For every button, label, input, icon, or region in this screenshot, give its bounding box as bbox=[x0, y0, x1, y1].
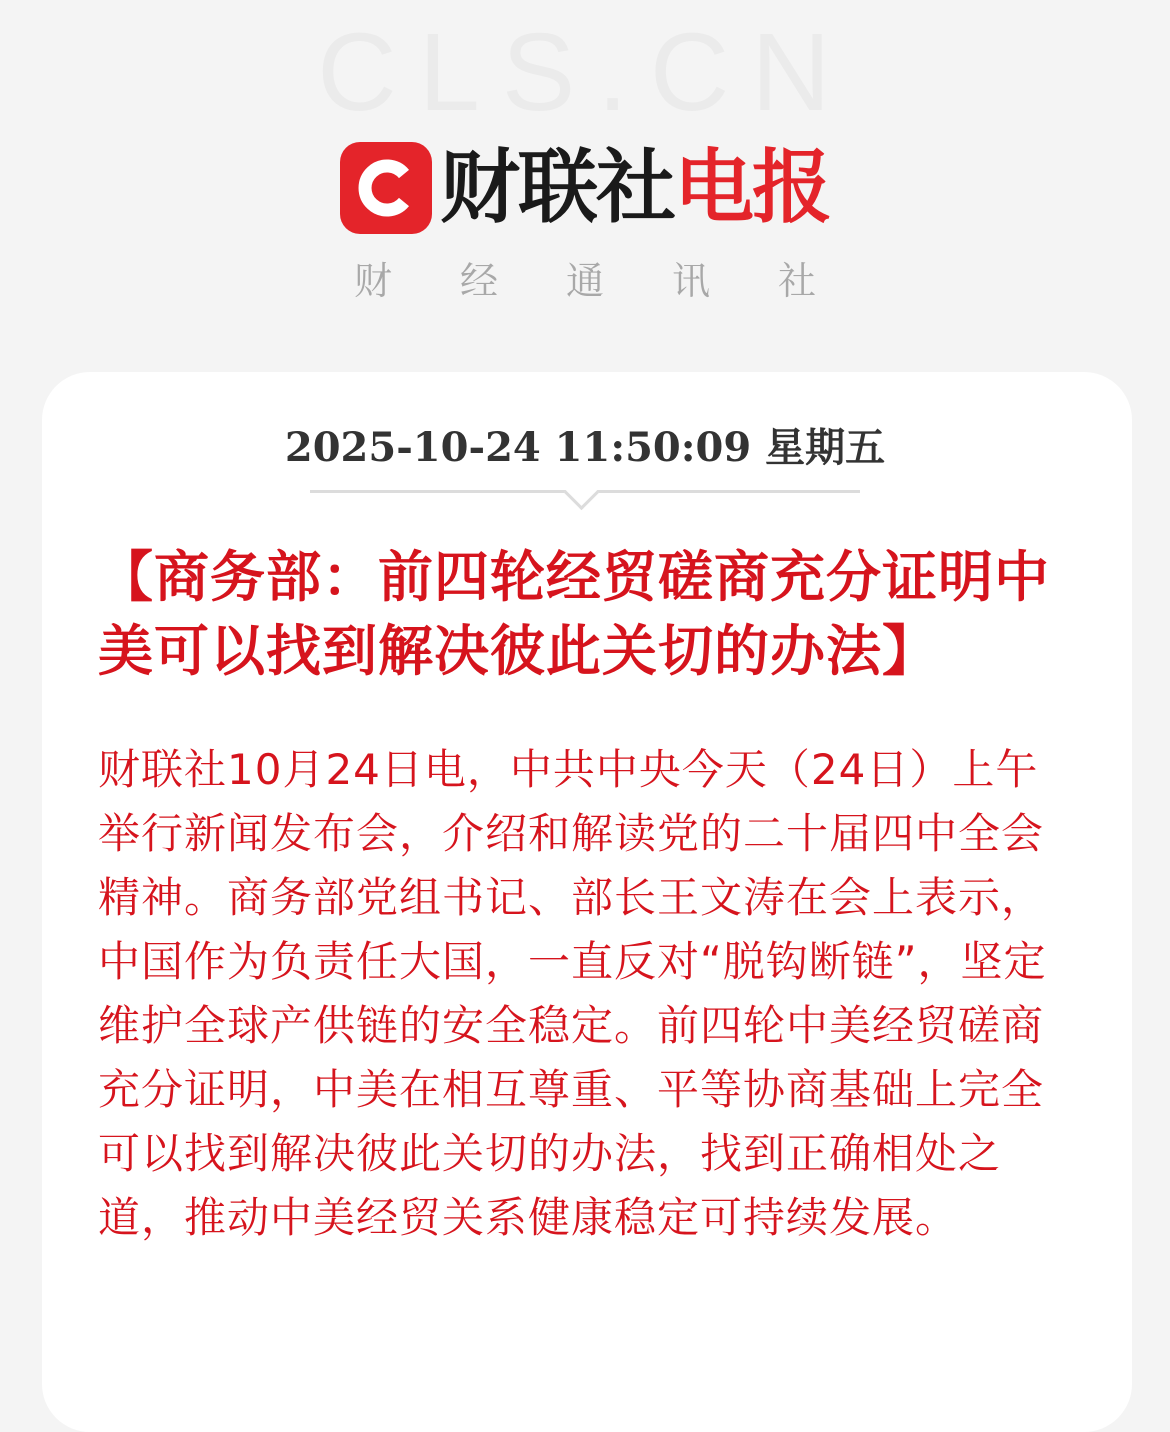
news-body: 财联社10月24日电，中共中央今天（24日）上午举行新闻发布会，介绍和解读党的二十届四中全会精神。商务部党组书记、部长王文涛在会上表示，中国作为负责任大国，一直反对“脱钩断链”，坚定维护全球产供链的安全稳定。前四轮中美经贸磋商充分证明，中美在相互尊重、平等协商基础上完全可以找到解决彼此关切的办法，找到正确相处之道，推动中美经贸关系健康稳定可持续发展。 bbox=[98, 745, 1047, 1242]
brand-tagline: 财经通讯社 bbox=[353, 259, 884, 303]
post-datetime: 2025-10-24 11:50:09 星期五 bbox=[284, 424, 886, 471]
brand-name: 财联社 bbox=[440, 141, 674, 234]
news-headline: 【商务部：前四轮经贸磋商充分证明中美可以找到解决彼此关切的办法】 bbox=[98, 544, 1051, 683]
cls-watermark: CLS.CN bbox=[317, 11, 853, 134]
cls-logo-icon bbox=[340, 142, 432, 234]
c-letter-icon bbox=[354, 156, 418, 220]
brand-logo bbox=[0, 142, 1170, 234]
brand-product: 电报 bbox=[674, 141, 830, 234]
